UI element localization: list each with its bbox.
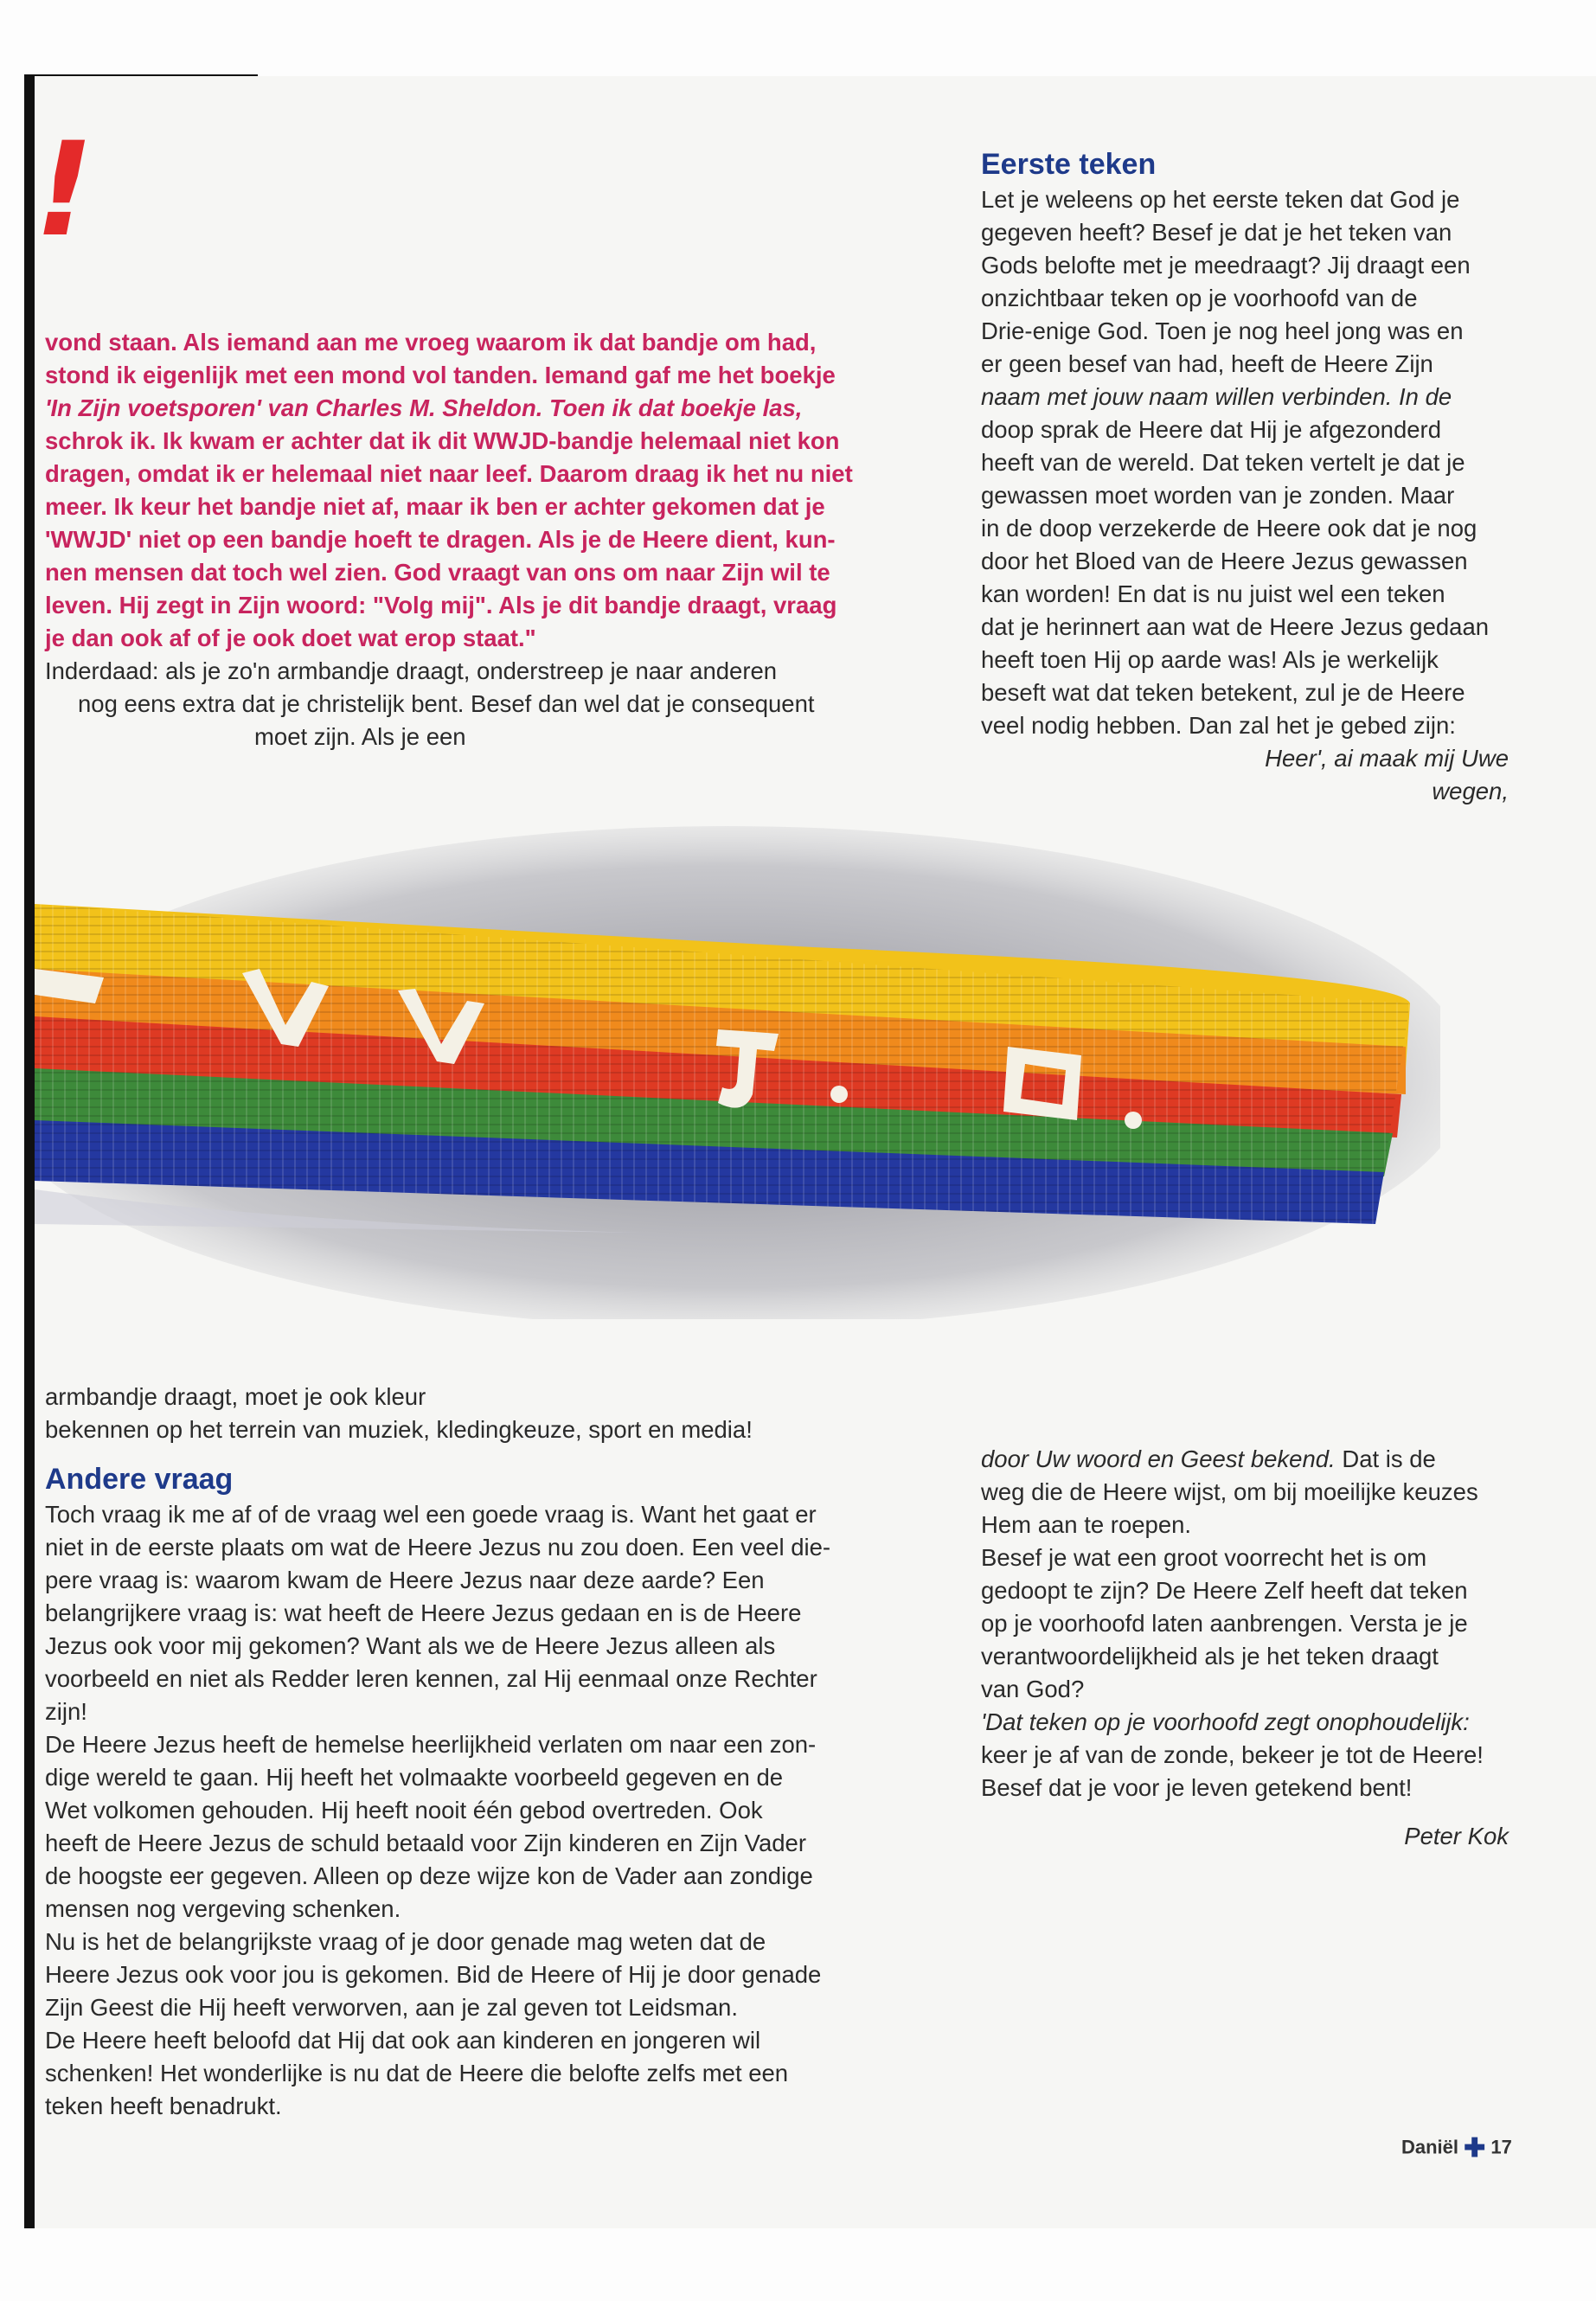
cross-icon: ✚: [1464, 2134, 1486, 2163]
quote-line: nen mensen dat toch wel zien. God vraagt van ons om naar Zijn wil te: [45, 559, 830, 586]
body-line: pere vraag is: waarom kwam de Heere Jezus naar deze aarde? Een: [45, 1567, 765, 1593]
quote-line: 'WWJD' niet op een bandje hoeft te dragen. Als je de Heere dient, kun-: [45, 526, 836, 553]
body-line: Drie-enige God. Toen je nog heel jong was en: [981, 317, 1464, 344]
body-line: zijn!: [45, 1698, 87, 1725]
body-line: Gods belofte met je meedraagt? Jij draagt een: [981, 252, 1471, 279]
body-line: in de doop verzekerde de Heere ook dat je nog: [981, 515, 1477, 542]
left-top-column: [45, 326, 893, 753]
wwjd-band-photo: [35, 817, 1440, 1319]
page-footer: [1401, 2133, 1512, 2163]
body-line: nog eens extra dat je christelijk bent. Besef dan wel dat je consequent: [78, 690, 815, 717]
quote-line: leven. Hij zegt in Zijn woord: "Volg mij". Als je dit bandje draagt, vraag: [45, 592, 837, 619]
quote-line: 'In Zijn voetsporen' van Charles M. Sheldon. Toen ik dat boekje las,: [45, 394, 803, 421]
body-line: Nu is het de belangrijkste vraag of je door genade mag weten dat de: [45, 1928, 766, 1955]
body-line: Wet volkomen gehouden. Hij heeft nooit één gebod overtreden. Ook: [45, 1797, 763, 1823]
quote-line: je dan ook af of je ook doet wat erop staat.": [45, 625, 536, 651]
body-line: gegeven heeft? Besef je dat je het teken van: [981, 219, 1452, 246]
ital-phrase: door Uw woord en Geest bekend.: [981, 1445, 1336, 1472]
page-number: 17: [1490, 2136, 1512, 2158]
body-line: moet zijn. Als je een: [254, 723, 466, 750]
body-line: De Heere heeft beloofd dat Hij dat ook aan kinderen en jongeren wil: [45, 2027, 761, 2054]
quote-line: dragen, omdat ik er helemaal niet naar leef. Daarom draag ik het nu niet: [45, 460, 853, 487]
quote-line: schrok ik. Ik kwam er achter dat ik dit WWJD-bandje helemaal niet kon: [45, 427, 840, 454]
quote-line: stond ik eigenlijk met een mond vol tanden. Iemand gaf me het boekje: [45, 362, 836, 388]
body-line: er geen besef van had, heeft de Heere Zijn: [981, 350, 1433, 377]
body-line: weg die de Heere wijst, om bij moeilijke keuzes: [981, 1478, 1478, 1505]
quote-line: vond staan. Als iemand aan me vroeg waarom ik dat bandje om had,: [45, 329, 817, 356]
body-line: [981, 1443, 1535, 1476]
body-line: Besef dat je voor je leven getekend bent!: [981, 1774, 1413, 1801]
body-line: heeft de Heere Jezus de schuld betaald voor Zijn kinderen en Zijn Vader: [45, 1830, 807, 1856]
body-line: voorbeeld en niet als Redder leren kennen, zal Hij eenmaal onze Rechter: [45, 1665, 817, 1692]
body-line: dige wereld te gaan. Hij heeft het volmaakte voorbeeld gegeven en de: [45, 1764, 784, 1791]
title-exclamation: !: [35, 115, 94, 266]
body-line: Zijn Geest die Hij heeft verworven, aan je zal geven tot Leidsman.: [45, 1994, 738, 2021]
body-line: De Heere Jezus heeft de hemelse heerlijkheid verlaten om naar een zon-: [45, 1731, 817, 1758]
prayer-line: wegen,: [1432, 778, 1509, 804]
body-line: Toch vraag ik me af of de vraag wel een goede vraag is. Want het gaat er: [45, 1501, 817, 1528]
right-top-column: [981, 145, 1535, 808]
body-line: bekennen op het terrein van muziek, kledingkeuze, sport en media!: [45, 1416, 753, 1443]
body-line: de hoogste eer gegeven. Alleen op deze wijze kon de Vader aan zondige: [45, 1862, 813, 1889]
body-line: doop sprak de Heere dat Hij je afgezonderd: [981, 416, 1442, 443]
pink-quote: [45, 326, 893, 655]
body-line: 'Dat teken op je voorhoofd zegt onophoudelijk:: [981, 1708, 1470, 1735]
body-line: dat je herinnert aan wat de Heere Jezus gedaan: [981, 613, 1490, 640]
body-line: Let je weleens op het eerste teken dat God je: [981, 186, 1460, 213]
body-line: teken heeft benadrukt.: [45, 2093, 282, 2119]
body-line: belangrijkere vraag is: wat heeft de Heere Jezus gedaan en is de Heere: [45, 1599, 802, 1626]
heading-eerste-teken: Eerste teken: [981, 148, 1157, 181]
body-line: kan worden! En dat is nu juist wel een teken: [981, 580, 1445, 607]
author: Peter Kok: [1404, 1823, 1509, 1849]
body-line: mensen nog vergeving schenken.: [45, 1895, 401, 1922]
body-line: onzichtbaar teken op je voorhoofd van de: [981, 285, 1418, 311]
right-bottom-column: [981, 1443, 1535, 1853]
body-line: naam met jouw naam willen verbinden. In de: [981, 383, 1452, 410]
body-line: van God?: [981, 1676, 1085, 1702]
body-line: Besef je wat een groot voorrecht het is om: [981, 1544, 1427, 1571]
body-line: Hem aan te roepen.: [981, 1511, 1192, 1538]
body-line: gedoopt te zijn? De Heere Zelf heeft dat teken: [981, 1577, 1468, 1604]
body-line: Jezus ook voor mij gekomen? Want als we de Heere Jezus alleen als: [45, 1632, 776, 1659]
body-line: verantwoordelijkheid als je het teken draagt: [981, 1643, 1439, 1670]
body-line: niet in de eerste plaats om wat de Heere Jezus nu zou doen. Een veel die-: [45, 1534, 831, 1561]
body-line: veel nodig hebben. Dan zal het je gebed zijn:: [981, 712, 1456, 739]
body-line: schenken! Het wonderlijke is nu dat de Heere die belofte zelfs met een: [45, 2060, 789, 2086]
body-line: keer je af van de zonde, bekeer je tot de Heere!: [981, 1741, 1484, 1768]
phrase: Dat is de: [1335, 1445, 1436, 1472]
body-line: heeft toen Hij op aarde was! Als je werkelijk: [981, 646, 1439, 673]
body-line: armbandje draagt, moet je ook kleur: [45, 1383, 426, 1410]
body-line: op je voorhoofd laten aanbrengen. Versta je je: [981, 1610, 1468, 1637]
body-line: Inderdaad: als je zo'n armbandje draagt, onderstreep je naar anderen: [45, 657, 778, 684]
prayer-line: Heer', ai maak mij Uwe: [1265, 745, 1509, 772]
body-line: heeft van de wereld. Dat teken vertelt je dat je: [981, 449, 1465, 476]
body-line: beseft wat dat teken betekent, zul je de Heere: [981, 679, 1465, 706]
quote-line: meer. Ik keur het bandje niet af, maar ik ben er achter gekomen dat je: [45, 493, 825, 520]
body-line: gewassen moet worden van je zonden. Maar: [981, 482, 1455, 509]
body-line: Heere Jezus ook voor jou is gekomen. Bid de Heere of Hij je door genade: [45, 1961, 822, 1988]
left-bottom-column: [45, 1381, 893, 2123]
magazine-name: Daniël: [1401, 2136, 1459, 2158]
body-line: door het Bloed van de Heere Jezus gewassen: [981, 548, 1468, 574]
heading-andere-vraag: Andere vraag: [45, 1463, 234, 1496]
